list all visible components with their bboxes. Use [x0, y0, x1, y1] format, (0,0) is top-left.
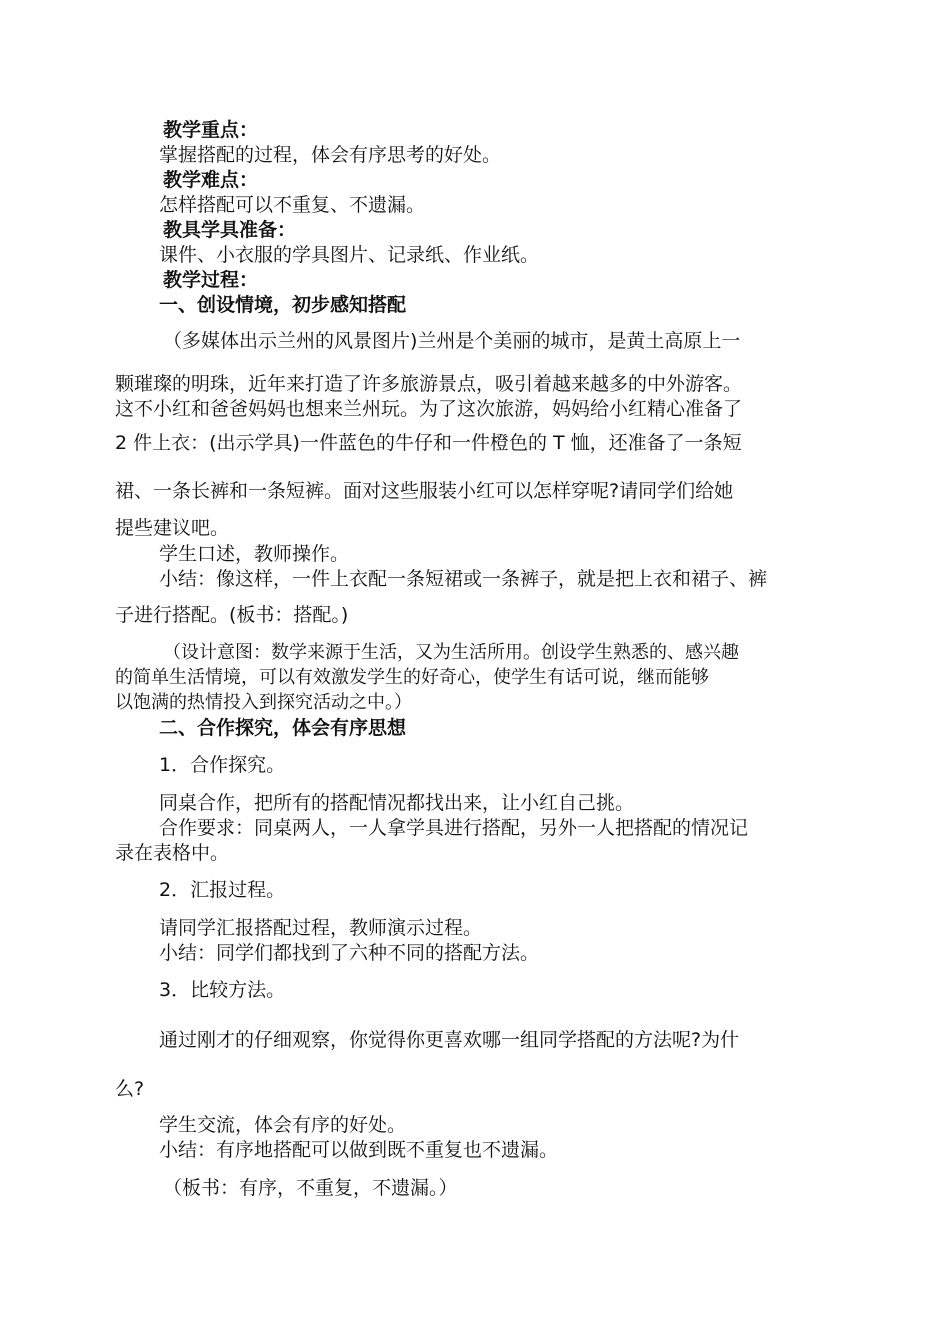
section1-title: 一、创设情境，初步感知搭配 [159, 294, 407, 316]
tools-heading: 教具学具准备： [163, 219, 297, 241]
item2-summary: 小结：同学们都找到了六种不同的搭配方法。 [159, 942, 540, 964]
item1-text: 同桌合作，把所有的搭配情况都找出来，让小红自己挑。 [159, 792, 635, 814]
item1-requirement-line: 录在表格中。 [115, 842, 230, 864]
item2-text: 请同学汇报搭配过程，教师演示过程。 [159, 917, 483, 939]
item3-exchange: 学生交流，体会有序的好处。 [159, 1114, 407, 1136]
item3-question-line: 通过刚才的仔细观察，你觉得你更喜欢哪一组同学搭配的方法呢?为什 [159, 1029, 740, 1051]
section1-paragraph-line: 这不小红和爸爸妈妈也想来兰州玩。为了这次旅游，妈妈给小红精心准备了 [115, 398, 743, 420]
design-intent-line: 以饱满的热情投入到探究活动之中。） [115, 692, 412, 713]
section1-paragraph-line: 颗璀璨的明珠，近年来打造了许多旅游景点，吸引着越来越多的中外游客。 [115, 373, 743, 395]
section1-paragraph-line: （多媒体出示兰州的风景图片)兰州是个美丽的城市，是黄土高原上一 [163, 330, 741, 352]
item1-requirement-line: 合作要求：同桌两人，一人拿学具进行搭配，另外一人把搭配的情况记 [159, 817, 749, 839]
tools-text: 课件、小衣服的学具图片、记录纸、作业纸。 [159, 244, 540, 266]
focus-text: 掌握搭配的过程，体会有序思考的好处。 [159, 144, 502, 166]
item1-heading: 1．合作探究。 [159, 754, 286, 776]
section2-title: 二、合作探究，体会有序思想 [159, 717, 407, 739]
student-oral-text: 学生口述，教师操作。 [159, 543, 350, 565]
section1-paragraph-line: 裙、一条长裤和一条短裤。面对这些服装小红可以怎样穿呢?请同学们给她 [115, 480, 734, 502]
focus-heading: 教学重点： [163, 119, 259, 141]
board-note: （板书：有序，不重复，不遗漏。） [163, 1177, 458, 1199]
item3-summary: 小结：有序地搭配可以做到既不重复也不遗漏。 [159, 1139, 559, 1161]
section1-paragraph-line: 2 件上衣：(出示学具)一件蓝色的牛仔和一件橙色的 T 恤，还准备了一条短 [115, 432, 742, 454]
summary-line: 小结：像这样，一件上衣配一条短裙或一条裤子，就是把上衣和裙子、裤 [159, 568, 768, 590]
difficulty-text: 怎样搭配可以不重复、不遗漏。 [159, 194, 426, 216]
difficulty-heading: 教学难点： [163, 169, 259, 191]
item3-heading: 3．比较方法。 [159, 979, 286, 1001]
design-intent-line: （设计意图：数学来源于生活，又为生活所用。创设学生熟悉的、感兴趣 [163, 642, 739, 663]
summary-line: 子进行搭配。(板书：搭配。) [115, 604, 349, 626]
process-heading: 教学过程： [163, 269, 259, 291]
item3-question-line: 么? [115, 1078, 145, 1100]
item2-heading: 2．汇报过程。 [159, 879, 286, 901]
design-intent-line: 的简单生活情境，可以有效激发学生的好奇心，使学生有话可说，继而能够 [115, 667, 709, 688]
section1-paragraph-line: 提些建议吧。 [115, 517, 230, 539]
